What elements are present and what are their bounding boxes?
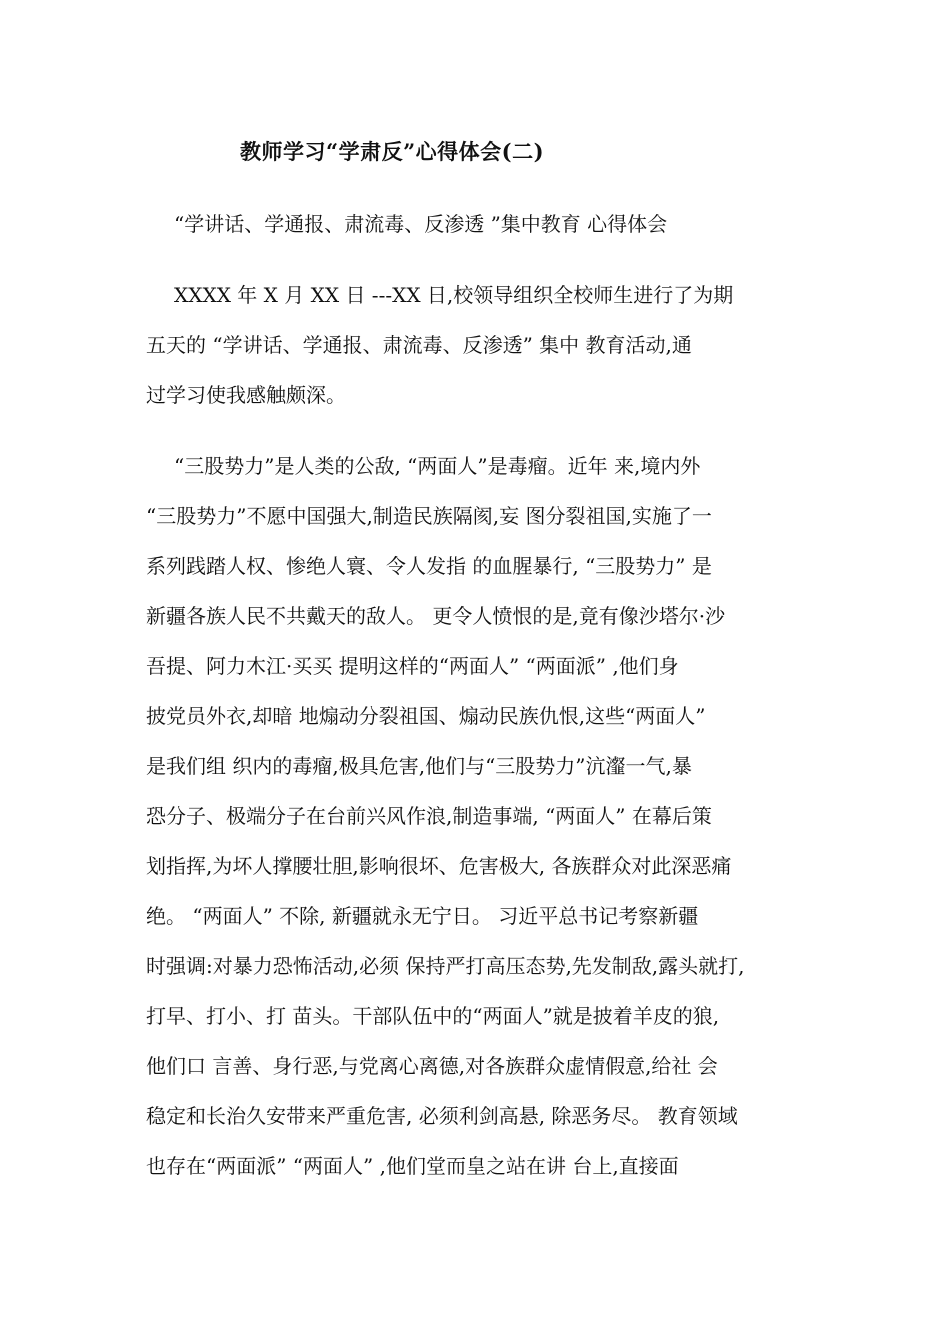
paragraph-1	[146, 270, 826, 420]
paragraph-line: 划指挥,为坏人撑腰壮胆,影响很坏、危害极大, 各族群众对此深恶痛	[146, 854, 732, 878]
paragraph-line: 恐分子、极端分子在台前兴风作浪,制造事端, “两面人” 在幕后策	[146, 804, 712, 828]
paragraph-line: 新疆各族人民不共戴天的敌人。 更令人愤恨的是,竟有像沙塔尔·沙	[146, 604, 726, 628]
document-subtitle: “学讲话、学通报、肃流毒、反渗透 ”集中教育 心得体会	[174, 212, 668, 236]
paragraph-line: 时强调:对暴力恐怖活动,必须 保持严打高压态势,先发制敌,露头就打,	[146, 954, 745, 978]
paragraph-line: 也存在“两面派” “两面人” ,他们堂而皇之站在讲 台上,直接面	[146, 1154, 679, 1178]
paragraph-line: 吾提、阿力木江·买买 提明这样的“两面人” “两面派” ,他们身	[146, 654, 679, 678]
paragraph-line: XXXX 年 X 月 XX 日 ---XX 日,校领导组织全校师生进行了为期	[174, 283, 734, 307]
paragraph-line: 系列践踏人权、惨绝人寰、令人发指 的血腥暴行, “三股势力” 是	[146, 554, 712, 578]
paragraph-line: “三股势力”是人类的公敌, “两面人”是毒瘤。近年 来,境内外	[174, 454, 701, 478]
paragraph-line: 绝。 “两面人” 不除, 新疆就永无宁日。 习近平总书记考察新疆	[146, 904, 699, 928]
paragraph-2	[146, 441, 826, 1191]
paragraph-line: “三股势力”不愿中国强大,制造民族隔阂,妄 图分裂祖国,实施了一	[146, 504, 712, 528]
paragraph-line: 五天的 “学讲话、学通报、肃流毒、反渗透” 集中 教育活动,通	[146, 333, 692, 357]
paragraph-line: 打早、打小、打 苗头。干部队伍中的“两面人”就是披着羊皮的狼,	[146, 1004, 720, 1028]
paragraph-line: 他们口 言善、身行恶,与党离心离德,对各族群众虚情假意,给社 会	[146, 1054, 718, 1078]
paragraph-line: 披党员外衣,却暗 地煽动分裂祖国、煽动民族仇恨,这些“两面人”	[146, 704, 706, 728]
document-title: 教师学习“学肃反”心得体会(二)	[240, 139, 545, 164]
paragraph-line: 是我们组 织内的毒瘤,极具危害,他们与“三股势力”沆瀣一气,暴	[146, 754, 692, 778]
paragraph-line: 过学习使我感触颇深。	[146, 383, 346, 407]
paragraph-line: 稳定和长治久安带来严重危害, 必须利剑高悬, 除恶务尽。 教育领域	[146, 1104, 738, 1128]
